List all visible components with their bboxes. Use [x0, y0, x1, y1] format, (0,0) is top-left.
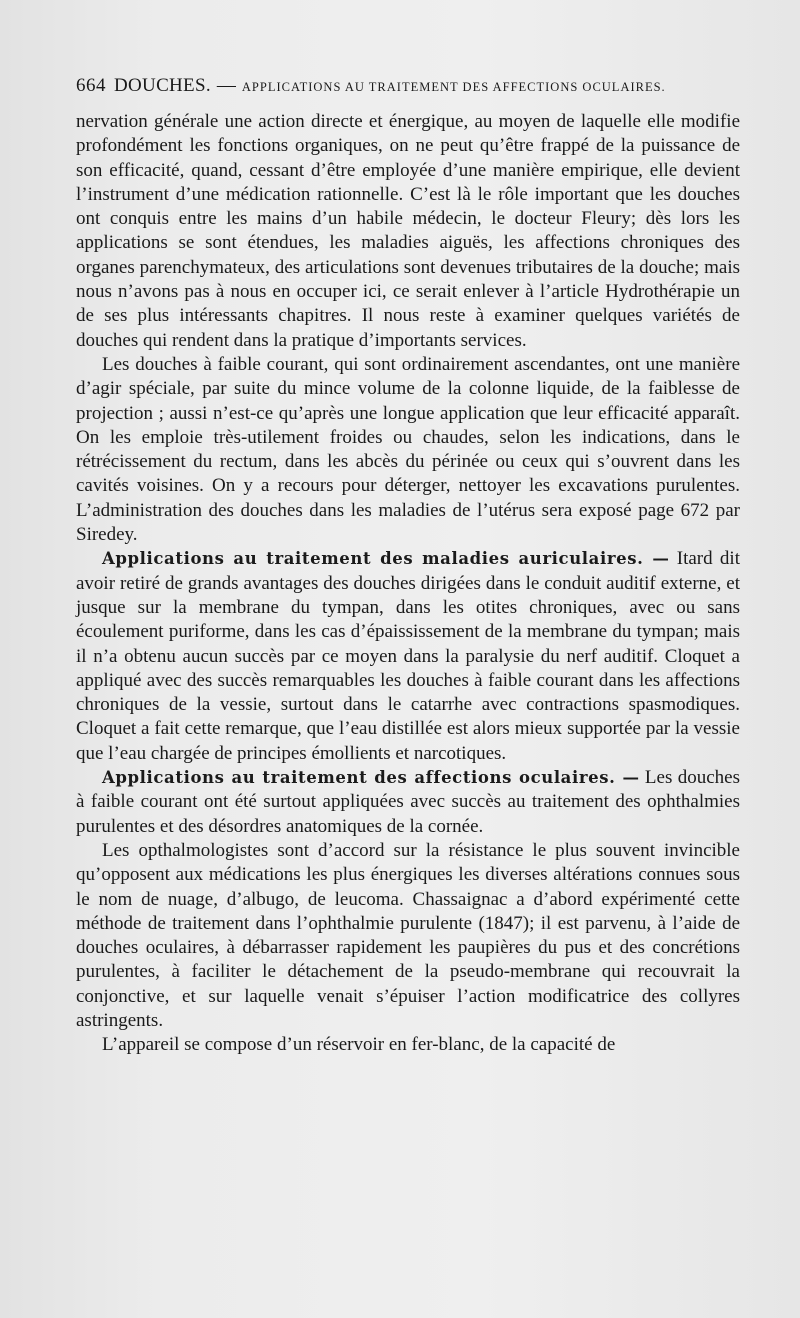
paragraph-text: Les douches à faible courant, qui sont ordinairement ascendantes, ont une manière d’agir spéciale, par suite du mince volume de la colonne liquide, de la faiblesse de projection ; aussi n’est-ce qu’après une longue application que leur efficacité apparaît. On les emploie très-utilement froides ou chaudes, selon les indications, dans le rétrécissement du rectum, dans les abcès du périnée ou ceux qui s’ouvrent dans les cavités voisines. On y a recours pour déterger, nettoyer les excavations purulentes. L’administration des douches dans les maladies de l’utérus sera exposé page 672 par Siredey.: [76, 353, 740, 546]
paragraph-auriculaires: [76, 547, 740, 766]
paragraph-5: [76, 839, 740, 1033]
paragraph-6: [76, 1033, 740, 1057]
chapter-subtitle: APPLICATIONS AU TRAITEMENT DES AFFECTIONS OCULAIRES.: [241, 80, 666, 94]
paragraph-text: L’appareil se compose d’un réservoir en fer-blanc, de la capacité de: [102, 1034, 616, 1056]
paragraph-text: Les opthalmologistes sont d’accord sur la résistance le plus souvent invincible qu’opposent aux médications les plus énergiques les diverses altérations connues sous le nom de nuage, d’albugo, de leucoma. Chassaignac a d’abord expérimenté cette méthode de traitement dans l’ophthalmie purulente (1847); il est parvenu, à l’aide de douches oculaires, à débarrasser rapidement les paupières du pus et des concrétions purulentes, à faciliter le détachement de la pseudo-membrane qui recouvrait la conjonctive, et sur laquelle venait s’épuiser l’action modificatrice des collyres astringents.: [76, 839, 740, 1031]
running-header: [76, 74, 726, 99]
paragraph-2: [76, 353, 740, 547]
page-body: [76, 110, 740, 1058]
paragraph-oculaires: [76, 766, 740, 839]
section-heading-oculaires: Applications au traitement des affections oculaires. —: [102, 768, 640, 788]
header-dash: —: [216, 75, 236, 96]
section-heading-auriculaires: Applications au traitement des maladies auriculaires. —: [102, 549, 670, 569]
paragraph-1: [76, 110, 740, 353]
paragraph-text: Itard dit avoir retiré de grands avantages des douches dirigées dans le conduit auditif externe, et jusque sur la membrane du tympan, dans les otites chroniques, avec ou sans écoulement puriforme, dans les cas d’épaississement de la membrane du tympan; mais il n’a obtenu aucun succès par ce moyen dans la paralysie du nerf auditif. Cloquet a appliqué avec des succès remarquables les douches à faible courant dans les affections chroniques de la vessie, surtout dans le catarrhe avec contractions spasmodiques. Cloquet a fait cette remarque, que l’eau distillée est alors mieux supportée par la vessie que l’eau chargée de principes émollients et narcotiques.: [76, 548, 740, 764]
paragraph-text: Les douches à faible courant ont été surtout appliquées avec succès au traitement des ophthalmies purulentes et des désordres anatomiques de la cornée.: [76, 767, 740, 837]
page-number: 664: [76, 75, 106, 96]
paragraph-text: nervation générale une action directe et énergique, au moyen de laquelle elle modifie profondément les fonctions organiques, on ne peut qu’être frappé de la puissance de son efficacité, quand, cessant d’être employée d’une manière empirique, elle devient l’instrument d’une médication rationnelle. C’est là le rôle important que les douches ont conquis entre les mains d’un habile médecin, le docteur Fleury; dès lors les applications se sont étendues, les maladies aiguës, les affections chroniques des organes parenchymateux, des articulations sont devenues tributaires de la douche; mais nous n’avons pas à nous en occuper ici, ce serait enlever à l’article Hydrothérapie un de ses plus intéressants chapitres. Il nous reste à examiner quelques variétés de douches qui rendent dans la pratique d’importants services.: [76, 111, 740, 351]
section-title: DOUCHES.: [114, 75, 211, 96]
